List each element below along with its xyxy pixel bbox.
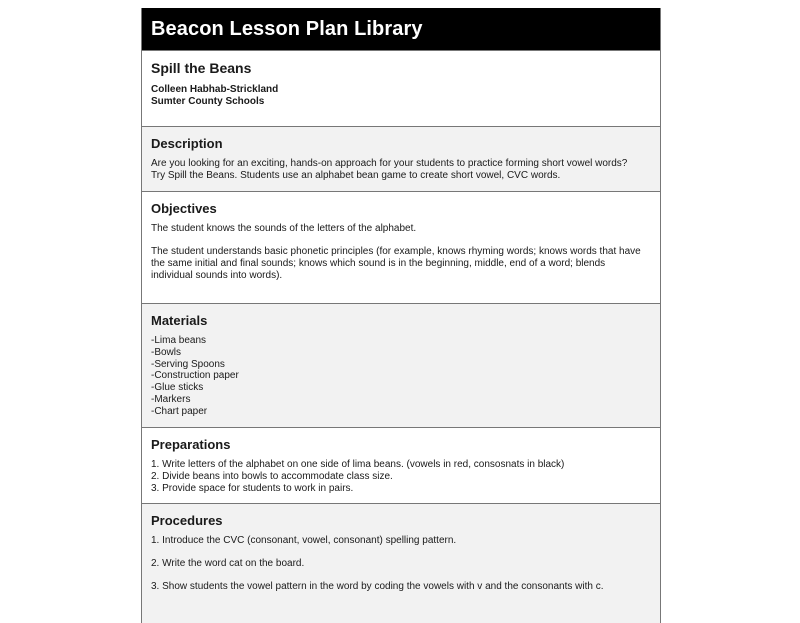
material-item: -Construction paper xyxy=(151,370,239,382)
procedure-item: 2. Write the word cat on the board. xyxy=(151,558,305,569)
site-header xyxy=(142,8,660,50)
procedure-item: 1. Introduce the CVC (consonant, vowel, consonant) spelling pattern. xyxy=(151,535,457,546)
preparation-item: 2. Divide beans into bowls to accommodate class size. xyxy=(151,470,393,482)
procedures-section xyxy=(142,503,660,623)
lesson-plan-page xyxy=(141,8,661,623)
procedure-item: 3. Show students the vowel pattern in the word by coding the vowels with v and the consonants with c. xyxy=(151,581,604,592)
site-title: Beacon Lesson Plan Library xyxy=(151,17,423,40)
preparations-section xyxy=(142,427,660,503)
description-section xyxy=(142,126,660,191)
materials-heading: Materials xyxy=(151,313,208,328)
material-item: -Markers xyxy=(151,393,191,405)
description-heading: Description xyxy=(151,136,223,151)
school-name: Sumter County Schools xyxy=(151,96,265,107)
preparation-item: 1. Write letters of the alphabet on one side of lima beans. (vowels in red, consosnats in black) xyxy=(151,459,565,470)
material-item: -Glue sticks xyxy=(151,382,204,394)
objectives-section xyxy=(142,191,660,303)
material-item: -Chart paper xyxy=(151,405,208,417)
objective-item: The student knows the sounds of the letters of the alphabet. xyxy=(151,223,417,234)
material-item: -Serving Spoons xyxy=(151,358,225,370)
objectives-heading: Objectives xyxy=(151,201,217,216)
material-item: -Bowls xyxy=(151,346,182,358)
lesson-title-section xyxy=(142,50,660,126)
author-name: Colleen Habhab-Strickland xyxy=(151,84,279,95)
preparation-item: 3. Provide space for students to work in pairs. xyxy=(151,482,354,494)
objective-item: The student understands basic phonetic principles (for example, knows rhyming words; knows words that have the same initial and final sounds; knows which sound is in the beginning, middle, end of a word; blends individual sounds into words). xyxy=(151,246,641,281)
description-line: Try Spill the Beans. Students use an alphabet bean game to create short vowel, CVC words. xyxy=(151,170,561,181)
materials-section xyxy=(142,303,660,427)
preparations-heading: Preparations xyxy=(151,437,231,452)
procedures-heading: Procedures xyxy=(151,513,223,528)
lesson-title: Spill the Beans xyxy=(151,60,252,76)
material-item: -Lima beans xyxy=(151,335,207,346)
description-line: Are you looking for an exciting, hands-on approach for your students to practice forming short vowel words? xyxy=(151,158,628,169)
